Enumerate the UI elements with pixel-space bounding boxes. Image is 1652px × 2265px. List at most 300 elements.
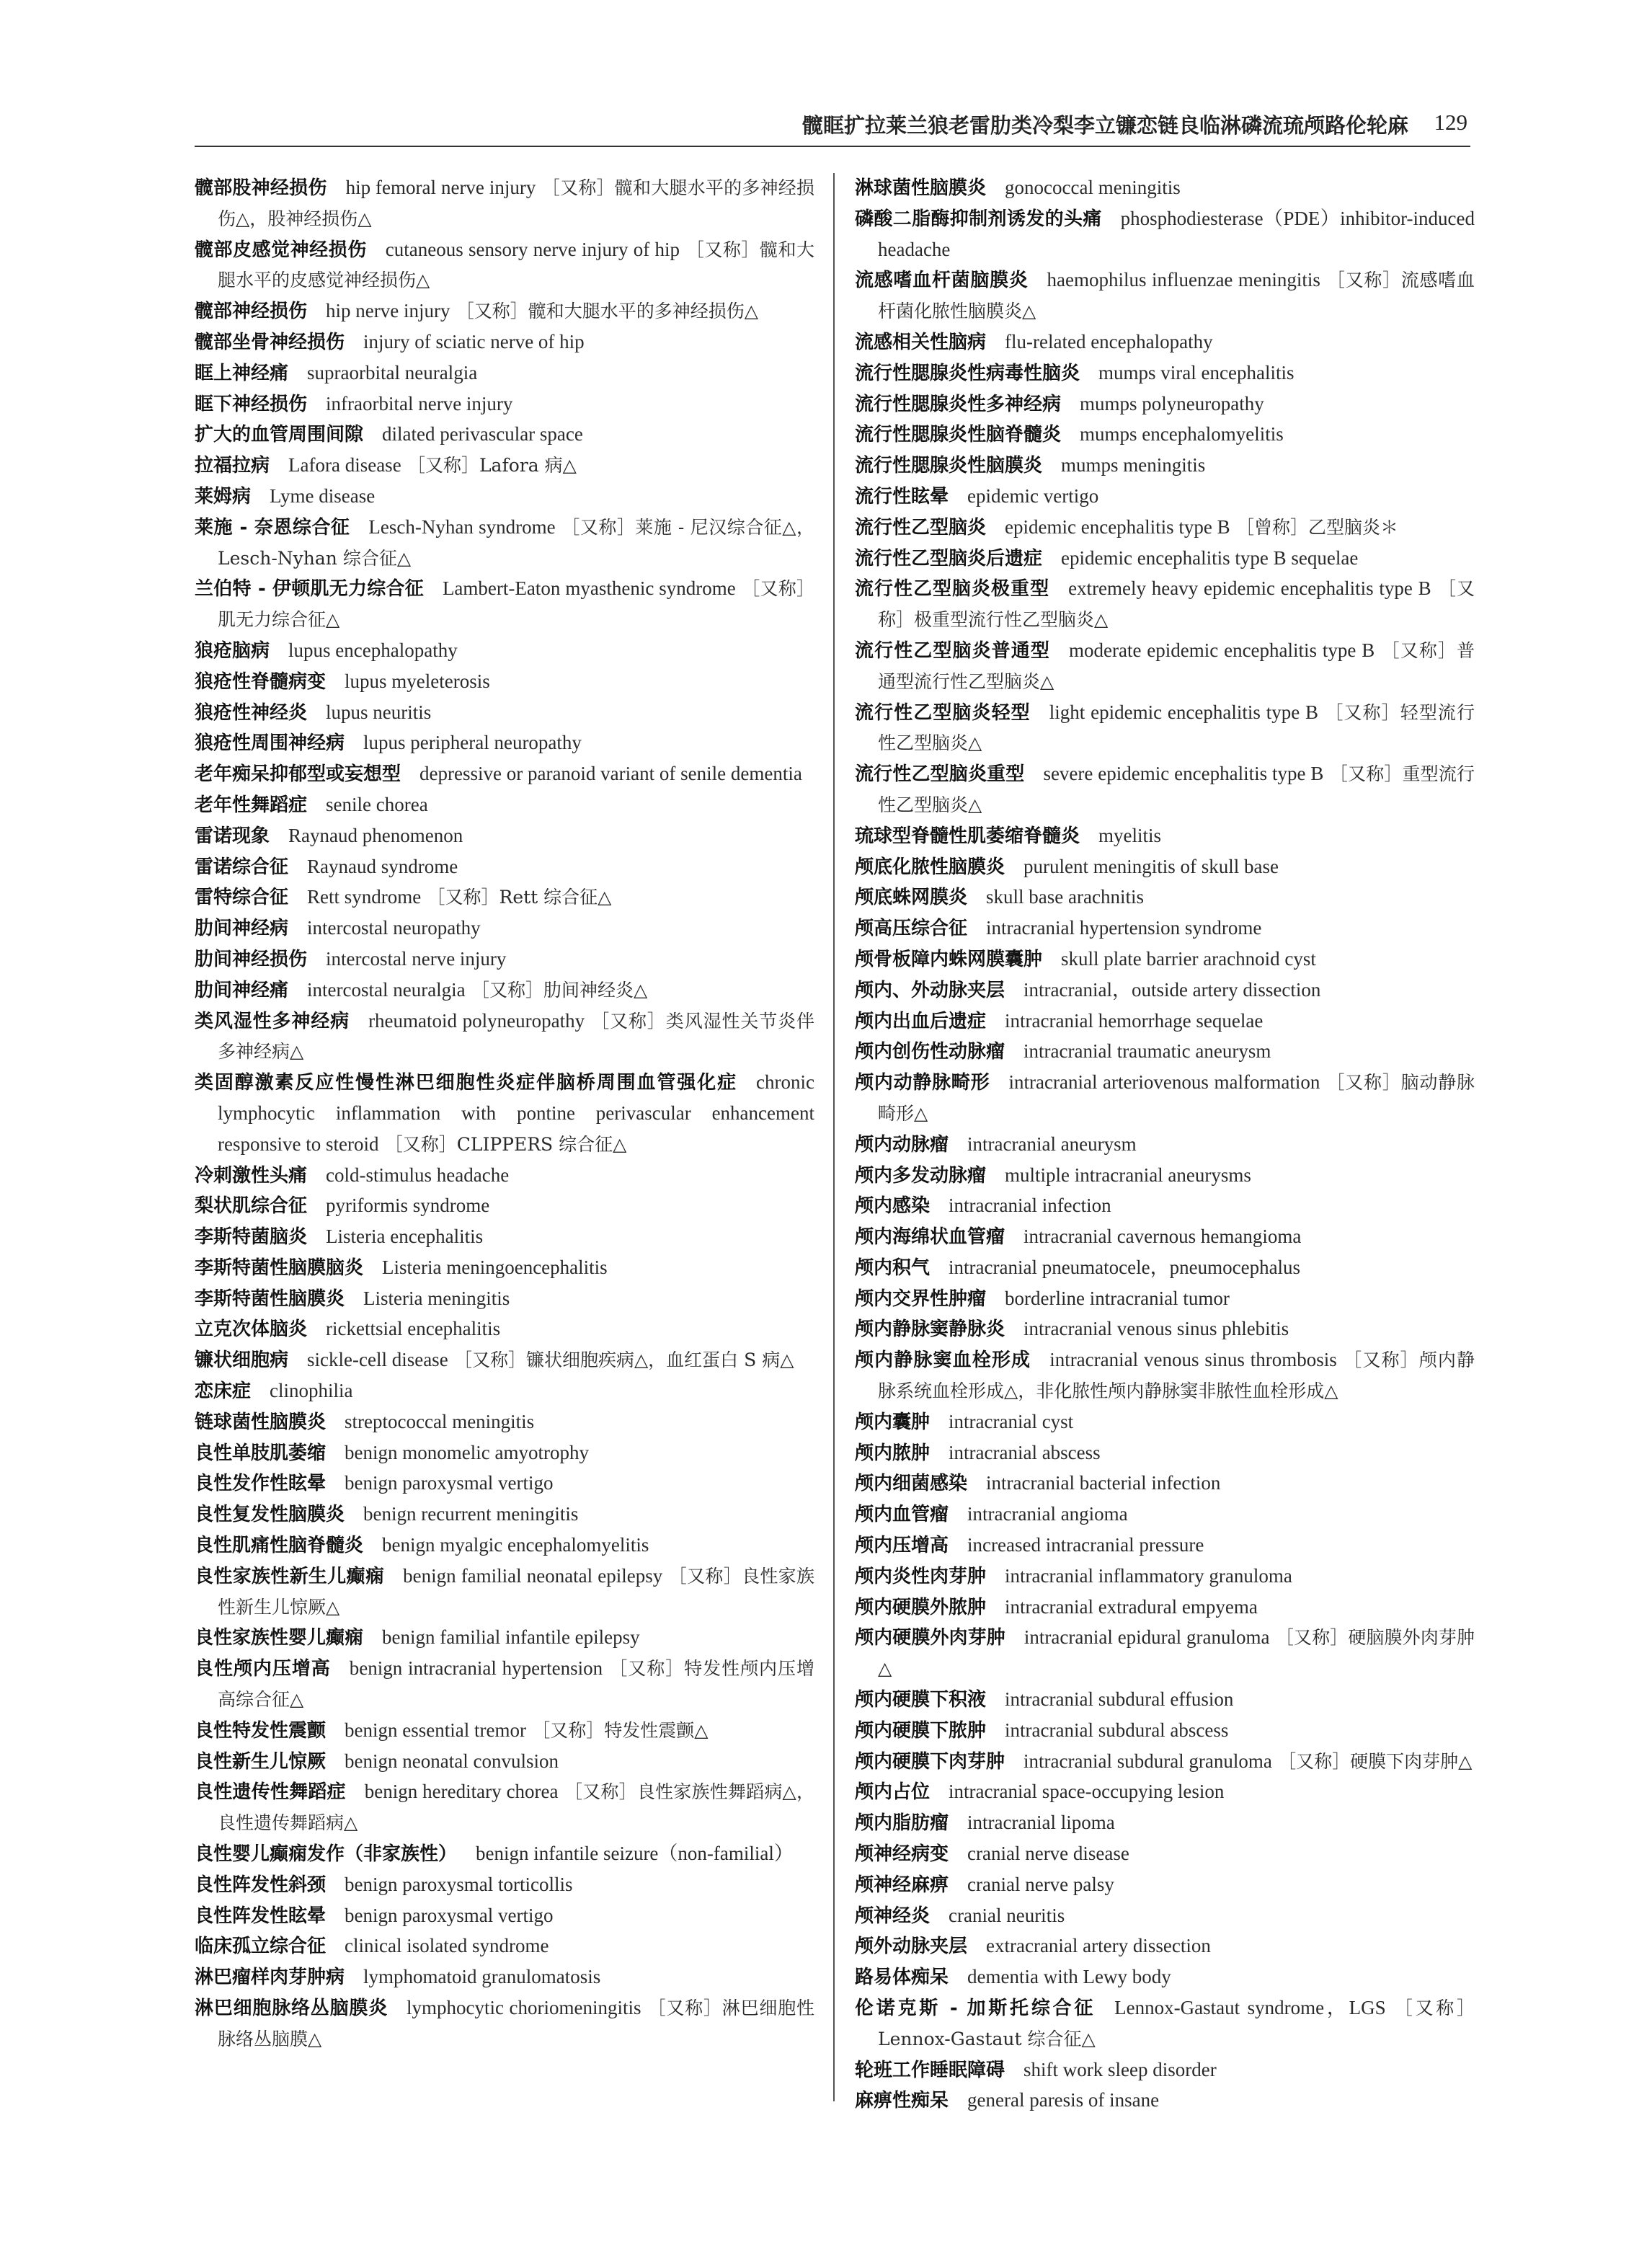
term-chinese: 磷酸二脂酶抑制剂诱发的头痛 — [855, 208, 1102, 230]
term-english: benign recurrent meningitis — [363, 1503, 579, 1525]
term-synonym-note: ［又称］莱施 - 尼汉综合征△，Lesch-Nyhan 综合征△ — [218, 516, 814, 569]
glossary-entry — [855, 1314, 1475, 1345]
term-chinese: 淋巴瘤样肉芽肿病 — [195, 1967, 345, 1989]
term-english: intracranial bacterial infection — [986, 1472, 1221, 1494]
term-chinese: 颅内硬膜外肉芽肿 — [855, 1627, 1005, 1649]
glossary-entry — [195, 1222, 814, 1253]
term-english: mumps meningitis — [1061, 454, 1206, 477]
term-chinese: 路易体痴呆 — [855, 1967, 949, 1989]
term-english: mumps encephalomyelitis — [1080, 423, 1284, 446]
term-english: senile chorea — [326, 793, 428, 815]
term-chinese: 颅内动脉瘤 — [855, 1133, 949, 1156]
term-english: benign essential tremor — [345, 1719, 526, 1741]
term-synonym-note: ［又称］流感嗜血杆菌化脓性脑膜炎△ — [878, 270, 1475, 322]
glossary-entry — [195, 882, 814, 913]
term-english: intracranial subdural abscess — [1005, 1719, 1229, 1741]
term-english: intracranial arteriovenous malformation — [1008, 1071, 1320, 1094]
term-chinese: 良性家族性婴儿癫痫 — [195, 1627, 364, 1649]
term-chinese: 淋球菌性脑膜炎 — [855, 177, 987, 199]
glossary-entry — [855, 513, 1475, 544]
term-chinese: 颅底蛛网膜炎 — [855, 887, 968, 909]
term-english: intracranial hypertension syndrome — [986, 917, 1262, 939]
page-number: 129 — [1434, 110, 1467, 135]
term-english: Lennox-Gastaut syndrome，LGS — [1114, 1997, 1386, 2019]
term-english: cranial nerve disease — [967, 1843, 1129, 1865]
term-english: general paresis of insane — [967, 2089, 1160, 2111]
term-english: depressive or paranoid variant of senile dementia — [419, 763, 802, 785]
term-chinese: 李斯特菌脑炎 — [195, 1226, 308, 1249]
term-chinese: 老年痴呆抑郁型或妄想型 — [195, 763, 401, 786]
glossary-entry — [855, 451, 1475, 482]
term-english: epidemic encephalitis type B sequelae — [1061, 546, 1359, 569]
term-english: flu-related encephalopathy — [1005, 330, 1213, 353]
term-english: dementia with Lewy body — [967, 1966, 1171, 1988]
term-synonym-note: ［又称］良性家族性新生儿惊厥△ — [218, 1565, 814, 1618]
term-english: intracranial epidural granuloma — [1023, 1626, 1270, 1649]
glossary-entry — [195, 1191, 814, 1222]
glossary-entry — [855, 759, 1475, 821]
glossary-entry — [195, 1870, 814, 1901]
term-chinese: 良性单肢肌萎缩 — [195, 1442, 327, 1464]
term-english: benign myalgic encephalomyelitis — [382, 1534, 649, 1556]
term-synonym-note: ［曾称］乙型脑炎＊ — [1235, 516, 1398, 538]
term-english: lupus neuritis — [326, 701, 432, 723]
term-chinese: 颅内细菌感染 — [855, 1473, 968, 1495]
glossary-entry — [195, 420, 814, 451]
glossary-entry — [855, 1962, 1475, 1993]
term-english: intracranial abscess — [949, 1441, 1101, 1463]
term-english: Raynaud syndrome — [307, 855, 458, 877]
term-chinese: 老年性舞蹈症 — [195, 794, 308, 816]
term-english: dilated perivascular space — [382, 423, 583, 446]
term-english: intercostal neuralgia — [307, 978, 466, 1001]
glossary-entry — [855, 1561, 1475, 1592]
glossary-entry — [195, 1931, 814, 1962]
term-synonym-note: ［又称］普通型流行性乙型脑炎△ — [878, 639, 1475, 692]
term-chinese: 镰状细胞病 — [195, 1349, 289, 1372]
term-chinese: 颅内压增高 — [855, 1535, 949, 1557]
term-chinese: 眶下神经损伤 — [195, 393, 308, 415]
term-synonym-note: ［又称］淋巴细胞性脉络丛脑膜△ — [218, 1998, 814, 2049]
term-chinese: 良性发作性眩晕 — [195, 1473, 327, 1495]
term-chinese: 流行性乙型脑炎后遗症 — [855, 547, 1043, 569]
term-chinese: 流行性腮腺炎性脑脊髓炎 — [855, 424, 1062, 446]
term-english: cutaneous sensory nerve injury of hip — [385, 238, 680, 260]
glossary-entry — [855, 852, 1475, 883]
term-synonym-note: ［又称］髋和大腿水平的多神经损伤△ — [456, 301, 758, 322]
term-synonym-note: ［又称］CLIPPERS 综合征△ — [384, 1133, 627, 1155]
term-english: lupus peripheral neuropathy — [363, 732, 582, 754]
term-english: skull plate barrier arachnoid cyst — [1061, 947, 1316, 970]
glossary-entry — [855, 2055, 1475, 2086]
term-synonym-note: ［又称］Lennox-Gastaut 综合征△ — [878, 1998, 1475, 2049]
term-english: moderate epidemic encephalitis type B — [1068, 639, 1375, 661]
running-header-title: 髋眶扩拉莱兰狼老雷肋类冷梨李立镰恋链良临淋磷流琉颅路伦轮麻 — [801, 113, 1408, 138]
term-english: intracranial inflammatory granuloma — [1005, 1564, 1292, 1587]
term-chinese: 麻痹性痴呆 — [855, 2090, 949, 2112]
term-chinese: 良性遗传性舞蹈症 — [195, 1781, 346, 1804]
term-english: rickettsial encephalitis — [326, 1318, 501, 1340]
term-chinese: 狼疮性周围神经病 — [195, 732, 345, 755]
term-english: Lafora disease — [288, 454, 401, 477]
term-synonym-note: ［又称］硬膜下肉芽肿△ — [1278, 1750, 1473, 1772]
glossary-entry — [855, 698, 1475, 760]
term-chinese: 颅内脓肿 — [855, 1442, 931, 1464]
term-english: intracranial cavernous hemangioma — [1023, 1225, 1302, 1248]
glossary-entry — [195, 1314, 814, 1345]
term-chinese: 链球菌性脑膜炎 — [195, 1411, 327, 1433]
glossary-entry — [855, 636, 1475, 698]
glossary-entry — [855, 1068, 1475, 1130]
term-chinese: 颅骨板障内蛛网膜囊肿 — [855, 948, 1043, 970]
glossary-entry — [855, 482, 1475, 513]
term-english: Lambert-Eaton myasthenic syndrome — [442, 577, 736, 600]
term-chinese: 类风湿性多神经病 — [195, 1010, 350, 1032]
glossary-entry — [855, 1901, 1475, 1932]
glossary-entry — [195, 1993, 814, 2055]
term-english: clinophilia — [270, 1380, 353, 1402]
glossary-entry — [195, 1561, 814, 1623]
term-english: intracranial，outside artery dissection — [1023, 978, 1321, 1001]
term-synonym-note: ［又称］类风湿性关节炎伴多神经病△ — [218, 1010, 814, 1063]
term-chinese: 肋间神经损伤 — [195, 948, 308, 970]
term-synonym-note: ［又称］良性家族性舞蹈病△，良性遗传舞蹈病△ — [218, 1781, 814, 1834]
glossary-entry — [855, 389, 1475, 420]
term-chinese: 颅内硬膜下肉芽肿 — [855, 1750, 1005, 1773]
term-chinese: 流行性乙型脑炎普通型 — [855, 639, 1050, 662]
glossary-entry — [195, 1623, 814, 1654]
glossary-entry — [195, 296, 814, 327]
glossary-entry — [855, 544, 1475, 575]
term-chinese: 肋间神经痛 — [195, 979, 289, 1001]
term-chinese: 良性阵发性斜颈 — [195, 1874, 327, 1896]
term-chinese: 流行性乙型脑炎 — [855, 516, 987, 538]
term-chinese: 良性特发性震颤 — [195, 1719, 327, 1742]
glossary-entry — [855, 173, 1475, 204]
glossary-entry — [195, 759, 814, 790]
term-english: injury of sciatic nerve of hip — [363, 330, 585, 353]
glossary-entry — [855, 1808, 1475, 1839]
term-english: extracranial artery dissection — [986, 1935, 1211, 1957]
glossary-entry — [855, 1747, 1475, 1778]
term-chinese: 颅内海绵状血管瘤 — [855, 1226, 1005, 1249]
term-english: sickle-cell disease — [307, 1349, 448, 1371]
term-english: intracranial aneurysm — [967, 1132, 1137, 1155]
glossary-entry — [195, 574, 814, 636]
term-english: intracranial extradural empyema — [1005, 1595, 1258, 1618]
term-english: haemophilus influenzae meningitis — [1047, 269, 1320, 291]
column-divider — [833, 173, 835, 2101]
glossary-entry — [855, 358, 1475, 389]
term-chinese: 颅内血管瘤 — [855, 1504, 949, 1526]
glossary-entry — [855, 574, 1475, 636]
term-english: intracranial angioma — [967, 1503, 1128, 1525]
glossary-entry — [195, 1068, 814, 1160]
term-synonym-note: ［又称］特发性震颤△ — [532, 1719, 709, 1741]
term-chinese: 梨状肌综合征 — [195, 1195, 308, 1218]
term-english: Listeria meningoencephalitis — [382, 1256, 608, 1278]
term-synonym-note: ［又称］髋和大腿水平的皮感觉神经损伤△ — [218, 239, 814, 291]
term-chinese: 流行性乙型脑炎重型 — [855, 763, 1025, 786]
glossary-entry — [195, 358, 814, 389]
glossary-entry — [855, 1993, 1475, 2055]
term-english: streptococcal meningitis — [345, 1410, 535, 1432]
term-chinese: 扩大的血管周围间隙 — [195, 424, 364, 446]
term-chinese: 立克次体脑炎 — [195, 1318, 308, 1341]
term-chinese: 颅内硬膜外脓肿 — [855, 1596, 987, 1618]
term-english: benign familial neonatal epilepsy — [403, 1564, 663, 1587]
term-english: epidemic vertigo — [967, 484, 1099, 507]
term-chinese: 颅内炎性肉芽肿 — [855, 1565, 987, 1587]
glossary-entry — [855, 1037, 1475, 1068]
glossary-entry — [195, 852, 814, 883]
term-english: Raynaud phenomenon — [288, 824, 463, 846]
term-chinese: 良性肌痛性脑脊髓炎 — [195, 1535, 364, 1557]
glossary-entry — [855, 975, 1475, 1006]
term-chinese: 狼疮脑病 — [195, 639, 270, 662]
term-chinese: 雷诺现象 — [195, 825, 270, 847]
term-english: multiple intracranial aneurysms — [1005, 1163, 1251, 1186]
term-english: Lyme disease — [270, 484, 376, 507]
term-synonym-note: ［又称］特发性颅内压增高综合征△ — [218, 1658, 814, 1711]
term-chinese: 流行性眩晕 — [855, 485, 949, 507]
term-english: hip nerve injury — [326, 300, 450, 322]
glossary-entry — [195, 1006, 814, 1068]
term-chinese: 莱施 - 奈恩综合征 — [195, 516, 350, 538]
term-chinese: 良性家族性新生儿癫痫 — [195, 1565, 385, 1587]
term-english: phosphodiesterase（PDE）inhibitor-induced headache — [878, 207, 1475, 260]
glossary-entry — [855, 1468, 1475, 1499]
term-synonym-note: ［又称］轻型流行性乙型脑炎△ — [878, 701, 1475, 754]
glossary-entry — [855, 420, 1475, 451]
term-english: intracranial venous sinus phlebitis — [1023, 1318, 1289, 1340]
term-english: intracranial subdural granuloma — [1023, 1750, 1272, 1772]
glossary-entry — [855, 2086, 1475, 2116]
term-chinese: 淋巴细胞脉络丛脑膜炎 — [195, 1998, 388, 2020]
glossary-entry — [855, 1931, 1475, 1962]
term-english: severe epidemic encephalitis type B — [1043, 763, 1324, 785]
term-english: cold-stimulus headache — [326, 1163, 510, 1186]
term-english: light epidemic encephalitis type B — [1049, 701, 1319, 723]
glossary-entry — [195, 389, 814, 420]
term-chinese: 颅内囊肿 — [855, 1411, 931, 1433]
glossary-entry — [195, 698, 814, 729]
term-chinese: 琉球型脊髓性肌萎缩脊髓炎 — [855, 825, 1080, 847]
term-chinese: 流行性腮腺炎性病毒性脑炎 — [855, 362, 1080, 384]
glossary-entry — [195, 235, 814, 297]
right-column — [855, 173, 1475, 2116]
term-english: intracranial cyst — [949, 1410, 1074, 1432]
term-synonym-note: ［又称］髋和大腿水平的多神经损伤△，股神经损伤△ — [218, 177, 814, 229]
term-english: supraorbital neuralgia — [307, 361, 478, 384]
term-english: intracranial infection — [949, 1194, 1111, 1217]
term-english: lupus myeleterosis — [345, 670, 490, 692]
glossary-entry — [195, 667, 814, 698]
glossary-entry — [195, 1839, 814, 1870]
term-chinese: 拉福拉病 — [195, 455, 270, 477]
glossary-entry — [195, 1901, 814, 1932]
term-english: borderline intracranial tumor — [1005, 1287, 1230, 1309]
term-chinese: 良性阵发性眩晕 — [195, 1905, 327, 1927]
term-english: benign paroxysmal torticollis — [345, 1873, 573, 1895]
term-chinese: 颅内动静脉畸形 — [855, 1072, 990, 1094]
glossary-entry — [195, 1777, 814, 1839]
term-chinese: 颅内占位 — [855, 1781, 931, 1804]
term-chinese: 颅内硬膜下脓肿 — [855, 1719, 987, 1742]
term-english: benign infantile seizure（non-familial） — [476, 1843, 794, 1865]
term-synonym-note: ［又称］极重型流行性乙型脑炎△ — [878, 578, 1475, 631]
glossary-entry — [855, 1716, 1475, 1747]
glossary-entry — [855, 1130, 1475, 1161]
glossary-entry — [195, 975, 814, 1006]
term-english: myelitis — [1098, 824, 1162, 846]
glossary-entry — [855, 1407, 1475, 1438]
glossary-entry — [855, 327, 1475, 358]
term-english: mumps polyneuropathy — [1080, 392, 1264, 415]
term-synonym-note: ［又称］脑动静脉畸形△ — [878, 1072, 1475, 1124]
term-chinese: 颅内、外动脉夹层 — [855, 979, 1005, 1001]
term-synonym-note: ［又称］Rett 综合征△ — [427, 887, 612, 908]
glossary-entry — [195, 1962, 814, 1993]
term-english: intracranial pneumatocele，pneumocephalus — [949, 1256, 1301, 1278]
glossary-entry — [195, 913, 814, 944]
glossary-entry — [855, 1839, 1475, 1870]
term-english: purulent meningitis of skull base — [1023, 855, 1279, 877]
term-synonym-note: ［又称］硬脑膜外肉芽肿△ — [878, 1627, 1475, 1680]
term-chinese: 临床孤立综合征 — [195, 1936, 327, 1958]
term-english: pyriformis syndrome — [326, 1194, 490, 1217]
term-english: rheumatoid polyneuropathy — [368, 1009, 585, 1032]
glossary-entry — [855, 1006, 1475, 1037]
term-synonym-note: ［又称］镰状细胞疾病△，血红蛋白 S 病△ — [453, 1349, 794, 1371]
glossary-entry — [855, 1284, 1475, 1315]
term-english: Lesch-Nyhan syndrome — [368, 515, 556, 538]
glossary-entry — [195, 1716, 814, 1747]
term-english: increased intracranial pressure — [967, 1534, 1204, 1556]
term-chinese: 流感相关性脑病 — [855, 331, 987, 353]
term-english: clinical isolated syndrome — [345, 1935, 549, 1957]
term-english: Listeria encephalitis — [326, 1225, 484, 1248]
term-synonym-note: ［又称］肋间神经炎△ — [471, 979, 648, 1001]
term-chinese: 颅底化脓性脑膜炎 — [855, 856, 1005, 878]
term-english: shift work sleep disorder — [1023, 2058, 1217, 2080]
term-chinese: 颅神经病变 — [855, 1843, 949, 1866]
term-english: intracranial subdural effusion — [1005, 1688, 1234, 1711]
term-english: intercostal neuropathy — [307, 917, 481, 939]
term-english: gonococcal meningitis — [1005, 177, 1181, 198]
glossary-entry — [195, 821, 814, 852]
term-chinese: 髋部皮感觉神经损伤 — [195, 239, 367, 261]
glossary-entry — [195, 1345, 814, 1376]
term-chinese: 流感嗜血杆菌脑膜炎 — [855, 270, 1029, 292]
glossary-entry — [195, 1499, 814, 1530]
glossary-entry — [195, 1468, 814, 1499]
glossary-entry — [855, 1623, 1475, 1685]
term-chinese: 冷刺激性头痛 — [195, 1164, 308, 1187]
term-english: chronic lymphocytic inflammation with pontine perivascular enhancement responsive to steroid — [218, 1071, 814, 1155]
glossary-entry — [855, 1345, 1475, 1407]
term-english: mumps viral encephalitis — [1098, 361, 1294, 384]
term-english: infraorbital nerve injury — [326, 392, 513, 415]
glossary-entry — [195, 790, 814, 821]
glossary-entry — [855, 913, 1475, 944]
term-chinese: 流行性乙型脑炎极重型 — [855, 578, 1050, 600]
term-chinese: 髋部神经损伤 — [195, 301, 308, 323]
term-synonym-note: ［又称］重型流行性乙型脑炎△ — [878, 763, 1475, 815]
glossary-entry — [195, 173, 814, 235]
term-chinese: 颅内硬膜下积液 — [855, 1689, 987, 1711]
glossary-entry — [855, 821, 1475, 852]
term-chinese: 眶上神经痛 — [195, 362, 289, 384]
glossary-entry — [855, 1530, 1475, 1561]
term-chinese: 雷诺综合征 — [195, 856, 289, 878]
term-chinese: 颅高压综合征 — [855, 918, 968, 940]
term-chinese: 颅神经麻痹 — [855, 1874, 949, 1896]
glossary-entry — [855, 1592, 1475, 1623]
term-chinese: 伦诺克斯 - 加斯托综合征 — [855, 1998, 1096, 2020]
term-chinese: 颅内感染 — [855, 1195, 931, 1218]
term-chinese: 恋床症 — [195, 1380, 252, 1403]
glossary-entry — [855, 882, 1475, 913]
term-chinese: 良性复发性脑膜炎 — [195, 1504, 345, 1526]
term-english: Listeria meningitis — [363, 1287, 510, 1309]
term-english: benign neonatal convulsion — [345, 1750, 559, 1772]
term-chinese: 颅内交界性肿瘤 — [855, 1287, 987, 1310]
glossary-entry — [855, 944, 1475, 975]
term-chinese: 颅内静脉窦静脉炎 — [855, 1318, 1005, 1341]
term-chinese: 颅内脂肪瘤 — [855, 1812, 949, 1835]
term-english: hip femoral nerve injury — [345, 177, 536, 198]
glossary-entry — [855, 1499, 1475, 1530]
term-synonym-note: ［又称］肌无力综合征△ — [218, 578, 814, 631]
glossary-entry — [855, 1685, 1475, 1716]
glossary-entry — [195, 1438, 814, 1469]
glossary-entry — [855, 1438, 1475, 1469]
term-english: epidemic encephalitis type B — [1005, 515, 1230, 538]
term-chinese: 良性新生儿惊厥 — [195, 1750, 327, 1773]
glossary-entry — [855, 204, 1475, 266]
term-english: benign familial infantile epilepsy — [382, 1626, 640, 1649]
glossary-entry — [195, 636, 814, 667]
glossary-entry — [195, 1407, 814, 1438]
term-chinese: 颅外动脉夹层 — [855, 1936, 968, 1958]
glossary-entry — [855, 1870, 1475, 1901]
glossary-entry — [195, 451, 814, 482]
glossary-entry — [195, 1284, 814, 1315]
term-chinese: 颅内静脉窦血栓形成 — [855, 1349, 1031, 1372]
glossary-entry — [195, 944, 814, 975]
term-english: intercostal nerve injury — [326, 947, 507, 970]
term-english: benign paroxysmal vertigo — [345, 1472, 554, 1494]
glossary-entry — [855, 1253, 1475, 1284]
term-english: intracranial venous sinus thrombosis — [1049, 1349, 1337, 1371]
glossary-entry — [195, 1747, 814, 1778]
term-chinese: 肋间神经病 — [195, 918, 289, 940]
glossary-entry — [195, 327, 814, 358]
glossary-entry — [195, 1376, 814, 1407]
glossary-entry — [855, 1161, 1475, 1192]
term-english: intracranial space-occupying lesion — [949, 1781, 1225, 1803]
term-chinese: 狼疮性脊髓病变 — [195, 670, 327, 693]
term-chinese: 类固醇激素反应性慢性淋巴细胞性炎症伴脑桥周围血管强化症 — [195, 1072, 738, 1094]
glossary-entry — [195, 1530, 814, 1561]
term-chinese: 颅内多发动脉瘤 — [855, 1164, 987, 1187]
term-chinese: 良性婴儿癫痫发作（非家族性） — [195, 1843, 458, 1866]
term-chinese: 髋部股神经损伤 — [195, 177, 327, 199]
term-english: skull base arachnitis — [986, 886, 1144, 908]
term-chinese: 颅内创伤性动脉瘤 — [855, 1041, 1005, 1063]
running-header — [195, 107, 1470, 147]
